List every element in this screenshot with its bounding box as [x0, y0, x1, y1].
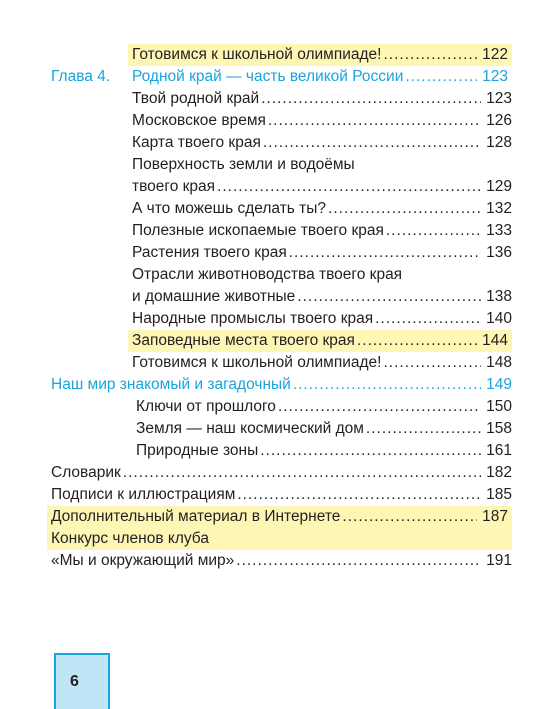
leader-dots — [217, 176, 481, 198]
toc-entry-page: 138 — [486, 288, 512, 305]
leader-dots — [236, 550, 481, 572]
toc-entry-page: 122 — [482, 46, 508, 63]
toc-entry-page: 132 — [486, 200, 512, 217]
toc-entry-page: 140 — [486, 310, 512, 327]
toc-row-line1 — [132, 264, 512, 286]
leader-dots — [261, 88, 481, 110]
toc-entry-title: Московское время — [132, 112, 266, 129]
toc-entry-page: 158 — [486, 420, 512, 437]
toc-row — [132, 352, 512, 374]
leader-dots — [342, 506, 477, 528]
toc-entry-title: А что можешь сделать ты? — [132, 200, 327, 217]
toc-entry-title: Готовимся к школьной олимпиаде! — [132, 46, 382, 63]
leader-dots — [366, 418, 481, 440]
leader-dots — [289, 242, 481, 264]
toc-row — [132, 110, 512, 132]
toc-row — [132, 132, 512, 154]
toc-row — [132, 176, 512, 198]
leader-dots — [405, 66, 477, 88]
toc-entry-page: 136 — [486, 244, 512, 261]
toc-entry-page: 128 — [486, 134, 512, 151]
leader-dots — [386, 220, 481, 242]
toc-entry-title: Наш мир знакомый и загадочный — [51, 376, 291, 393]
toc-entry-title: Карта твоего края — [132, 134, 261, 151]
toc-entry-page: 148 — [486, 354, 512, 371]
toc-entry-page: 149 — [486, 376, 512, 393]
toc-row — [47, 506, 512, 528]
toc-entry-title: Готовимся к школьной олимпиаде! — [132, 354, 382, 371]
toc-entry-title: Поверхность земли и водоёмы — [132, 156, 355, 173]
leader-dots — [328, 198, 481, 220]
toc-entry-page: 129 — [486, 178, 512, 195]
toc-chapter-row — [51, 374, 512, 396]
toc-row — [51, 550, 512, 572]
leader-dots — [123, 462, 481, 484]
toc-entry-page: 123 — [482, 68, 508, 85]
toc-entry-title: Словарик — [51, 464, 121, 481]
toc-row — [132, 242, 512, 264]
toc-entry-title: Конкурс членов клуба — [51, 530, 209, 547]
toc-row — [136, 396, 512, 418]
toc-entry-page: 150 — [486, 398, 512, 415]
toc-row — [132, 88, 512, 110]
leader-dots — [383, 44, 477, 66]
toc-chapter-row — [128, 66, 512, 88]
toc-row — [132, 220, 512, 242]
toc-entry-page: 182 — [486, 464, 512, 481]
leader-dots — [383, 352, 481, 374]
leader-dots — [357, 330, 477, 352]
toc-row — [136, 440, 512, 462]
toc-entry-title: «Мы и окружающий мир» — [51, 552, 235, 569]
toc-entry-title: Подписи к иллюстрациям — [51, 486, 236, 503]
toc-entry-title: Полезные ископаемые твоего края — [132, 222, 384, 239]
toc-row — [51, 462, 512, 484]
leader-dots — [268, 110, 481, 132]
leader-dots — [260, 440, 481, 462]
toc-entry-page: 187 — [482, 508, 508, 525]
toc-entry-page: 161 — [486, 442, 512, 459]
chapter-label: Глава 4. — [51, 68, 111, 85]
toc-row — [128, 44, 512, 66]
leader-dots — [237, 484, 481, 506]
page-number: 6 — [70, 673, 79, 690]
toc-entry-title: твоего края — [132, 178, 216, 195]
leader-dots — [293, 374, 481, 396]
toc-entry-title: Дополнительный материал в Интернете — [51, 508, 341, 525]
toc-row — [128, 330, 512, 352]
toc-entry-page: 133 — [486, 222, 512, 239]
leader-dots — [297, 286, 481, 308]
leader-dots — [278, 396, 481, 418]
toc-entry-title: Ключи от прошлого — [136, 398, 276, 415]
toc-entry-title: Родной край — часть великой России — [132, 68, 404, 85]
toc-entry-title: и домашние животные — [132, 288, 296, 305]
toc-row — [132, 198, 512, 220]
page-number-box — [54, 653, 110, 709]
toc-entry-page: 126 — [486, 112, 512, 129]
leader-dots — [375, 308, 481, 330]
toc-row — [136, 418, 512, 440]
toc-entry-title: Твой родной край — [132, 90, 260, 107]
toc-entry-title: Природные зоны — [136, 442, 259, 459]
toc-entry-title: Земля — наш космический дом — [136, 420, 364, 437]
toc-entry-page: 123 — [486, 90, 512, 107]
toc-entry-page: 185 — [486, 486, 512, 503]
toc-row-line1 — [47, 528, 512, 550]
toc-entry-page: 144 — [482, 332, 508, 349]
toc-entry-title: Народные промыслы твоего края — [132, 310, 374, 327]
toc-entry-title: Растения твоего края — [132, 244, 287, 261]
toc-entry-title: Отрасли животноводства твоего края — [132, 266, 403, 283]
toc-entry-title: Заповедные места твоего края — [132, 332, 355, 349]
toc-row-line1 — [132, 154, 512, 176]
toc-row — [51, 484, 512, 506]
leader-dots — [263, 132, 481, 154]
toc-row — [132, 286, 512, 308]
toc-row — [132, 308, 512, 330]
toc-entry-page: 191 — [486, 552, 512, 569]
